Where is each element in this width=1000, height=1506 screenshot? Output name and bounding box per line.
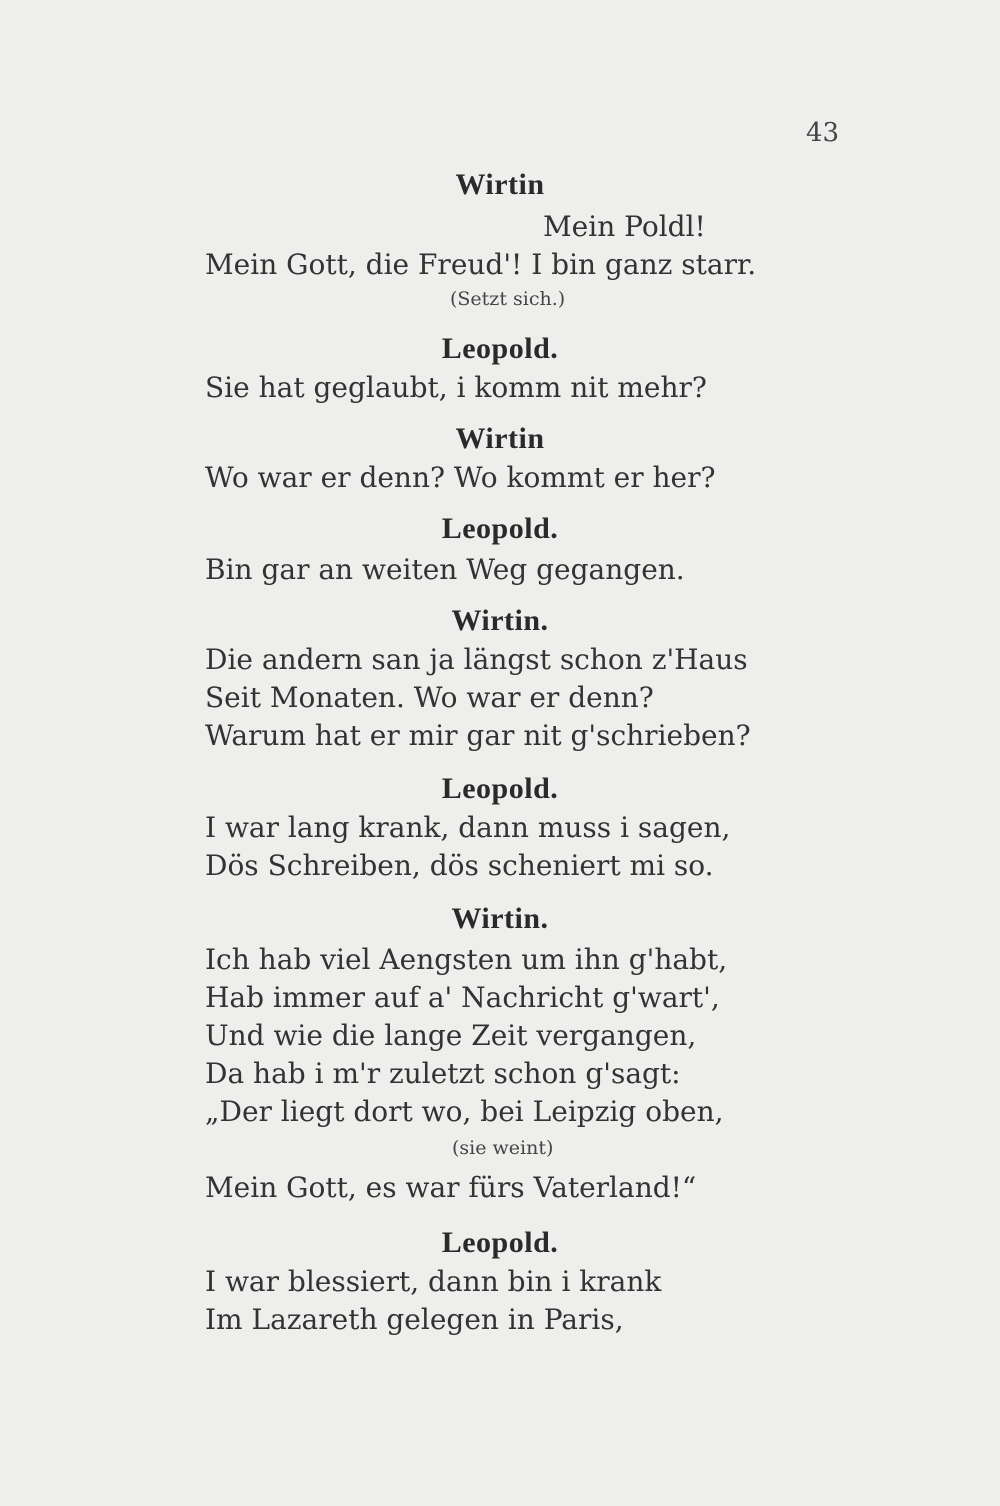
verse-line: „Der liegt dort wo, bei Leipzig oben, <box>205 1095 724 1128</box>
verse-line: Seit Monaten. Wo war er denn? <box>205 681 654 714</box>
stage-direction: (sie weint) <box>452 1137 554 1159</box>
verse-line: Hab immer auf a' Nachricht g'wart', <box>205 981 720 1014</box>
speaker-heading: Wirtin. <box>451 902 549 935</box>
verse-line: Sie hat geglaubt, i komm nit mehr? <box>205 371 707 404</box>
speaker-heading: Wirtin <box>455 422 545 455</box>
verse-line: I war lang krank, dann muss i sagen, <box>205 811 731 844</box>
stage-direction: (Setzt sich.) <box>450 288 566 310</box>
verse-line: Mein Gott, die Freud'! I bin ganz starr. <box>205 248 757 281</box>
verse-line: Dös Schreiben, dös scheniert mi so. <box>205 849 714 882</box>
speaker-heading: Leopold. <box>441 332 559 365</box>
verse-line: Und wie die lange Zeit vergangen, <box>205 1019 697 1052</box>
page-number: 43 <box>806 118 840 148</box>
speaker-heading: Wirtin. <box>451 604 549 637</box>
speaker-heading: Leopold. <box>441 772 559 805</box>
verse-line: Mein Gott, es war fürs Vaterland!“ <box>205 1171 697 1204</box>
verse-line: Wo war er denn? Wo kommt er her? <box>205 461 716 494</box>
speaker-heading: Leopold. <box>441 512 559 545</box>
verse-line: Die andern san ja längst schon z'Haus <box>205 643 748 676</box>
verse-line: Mein Poldl! <box>543 210 706 243</box>
verse-line: Ich hab viel Aengsten um ihn g'habt, <box>205 943 728 976</box>
verse-line: Warum hat er mir gar nit g'schrieben? <box>205 719 751 752</box>
speaker-heading: Leopold. <box>441 1226 559 1259</box>
verse-line: I war blessiert, dann bin i krank <box>205 1265 662 1298</box>
verse-line: Bin gar an weiten Weg gegangen. <box>205 553 685 586</box>
verse-line: Im Lazareth gelegen in Paris, <box>205 1303 624 1336</box>
verse-line: Da hab i m'r zuletzt schon g'sagt: <box>205 1057 681 1090</box>
speaker-heading: Wirtin <box>455 168 545 201</box>
